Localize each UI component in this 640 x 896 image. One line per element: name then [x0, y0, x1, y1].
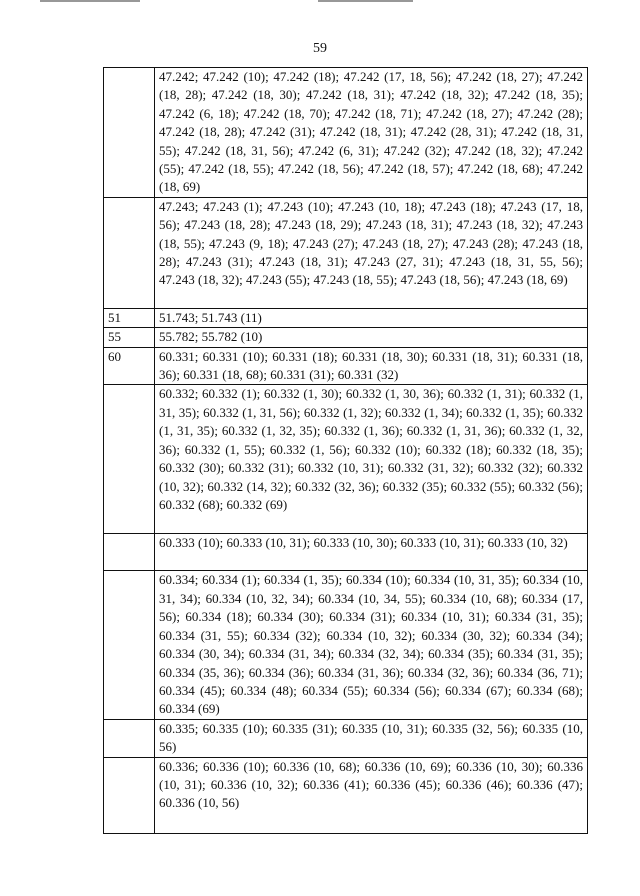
table-row: [104, 197, 588, 308]
scan-artifact-top-left: [40, 0, 140, 2]
section-code: [104, 757, 155, 833]
section-code: 60: [104, 347, 155, 385]
table-row: [104, 347, 588, 385]
section-code: 55: [104, 328, 155, 347]
table-row: [104, 534, 588, 571]
section-code: [104, 534, 155, 571]
code-list: 55.782; 55.782 (10): [155, 328, 588, 347]
code-list: 47.243; 47.243 (1); 47.243 (10); 47.243 (10, 18); 47.243 (18); 47.243 (17, 18, 56); 47.243 (18, 28); 47.243 (18, 29); 47.243 (18, 31); 47.243 (18, 32); 47.243 (18, 55); 47.243 (9, 18); 47.243 (27); 47.243 (18, 27); 47.243 (28); 47.243 (18, 28); 47.243 (31); 47.243 (18, 31); 47.243 (27, 31); 47.243 (18, 31, 55, 56); 47.243 (18, 32); 47.243 (55); 47.243 (18, 55); 47.243 (18, 56); 47.243 (18, 69): [155, 197, 588, 308]
code-list: 60.335; 60.335 (10); 60.335 (31); 60.335 (10, 31); 60.335 (32, 56); 60.335 (10, 56): [155, 719, 588, 757]
table-row: [104, 68, 588, 198]
section-code: [104, 719, 155, 757]
table-row: [104, 719, 588, 757]
classification-table: [103, 67, 588, 834]
section-code: [104, 197, 155, 308]
code-list: 60.333 (10); 60.333 (10, 31); 60.333 (10, 30); 60.333 (10, 31); 60.333 (10, 32): [155, 534, 588, 571]
table-row: [104, 571, 588, 719]
code-list: 60.336; 60.336 (10); 60.336 (10, 68); 60.336 (10, 69); 60.336 (10, 30); 60.336 (10, 31); 60.336 (10, 32); 60.336 (41); 60.336 (45); 60.336 (46); 60.336 (47); 60.336 (10, 56): [155, 757, 588, 833]
scan-artifact-top-center: [318, 0, 413, 2]
code-list: 60.334; 60.334 (1); 60.334 (1, 35); 60.334 (10); 60.334 (10, 31, 35); 60.334 (10, 31, 34); 60.334 (10, 32, 34); 60.334 (10, 34, 55); 60.334 (10, 68); 60.334 (17, 56); 60.334 (18); 60.334 (30); 60.334 (31); 60.334 (10, 31); 60.334 (31, 35); 60.334 (31, 55); 60.334 (32); 60.334 (10, 32); 60.334 (30, 32); 60.334 (34); 60.334 (30, 34); 60.334 (31, 34); 60.334 (32, 34); 60.334 (35); 60.334 (31, 35); 60.334 (35, 36); 60.334 (36); 60.334 (31, 36); 60.334 (32, 36); 60.334 (36, 71); 60.334 (45); 60.334 (48); 60.334 (55); 60.334 (56); 60.334 (67); 60.334 (68); 60.334 (69): [155, 571, 588, 719]
table-row: [104, 757, 588, 833]
code-list: 60.331; 60.331 (10); 60.331 (18); 60.331 (18, 30); 60.331 (18, 31); 60.331 (18, 36); 60.331 (18, 68); 60.331 (31); 60.331 (32): [155, 347, 588, 385]
section-code: 51: [104, 308, 155, 327]
table-row: [104, 308, 588, 327]
page-number: 59: [313, 41, 327, 56]
code-list: 60.332; 60.332 (1); 60.332 (1, 30); 60.332 (1, 30, 36); 60.332 (1, 31); 60.332 (1, 31, 35); 60.332 (1, 31, 56); 60.332 (1, 32); 60.332 (1, 34); 60.332 (1, 35); 60.332 (1, 31, 35); 60.332 (1, 32, 35); 60.332 (1, 36); 60.332 (1, 31, 36); 60.332 (1, 32, 36); 60.332 (1, 55); 60.332 (1, 56); 60.332 (10); 60.332 (18); 60.332 (18, 35); 60.332 (30); 60.332 (31); 60.332 (10, 31); 60.332 (31, 32); 60.332 (32); 60.332 (10, 32); 60.332 (14, 32); 60.332 (32, 36); 60.332 (35); 60.332 (55); 60.332 (56); 60.332 (68); 60.332 (69): [155, 385, 588, 534]
code-list: 51.743; 51.743 (11): [155, 308, 588, 327]
table-row: [104, 385, 588, 534]
section-code: [104, 571, 155, 719]
section-code: [104, 68, 155, 198]
section-code: [104, 385, 155, 534]
code-list: 47.242; 47.242 (10); 47.242 (18); 47.242 (17, 18, 56); 47.242 (18, 27); 47.242 (18, 28); 47.242 (18, 30); 47.242 (18, 31); 47.242 (18, 32); 47.242 (18, 35); 47.242 (6, 18); 47.242 (18, 70); 47.242 (18, 71); 47.242 (18, 27); 47.242 (28); 47.242 (18, 28); 47.242 (31); 47.242 (18, 31); 47.242 (28, 31); 47.242 (18, 31, 55); 47.242 (18, 31, 56); 47.242 (6, 31); 47.242 (32); 47.242 (18, 32); 47.242 (55); 47.242 (18, 55); 47.242 (18, 56); 47.242 (18, 57); 47.242 (18, 68); 47.242 (18, 69): [155, 68, 588, 198]
table-row: [104, 328, 588, 347]
